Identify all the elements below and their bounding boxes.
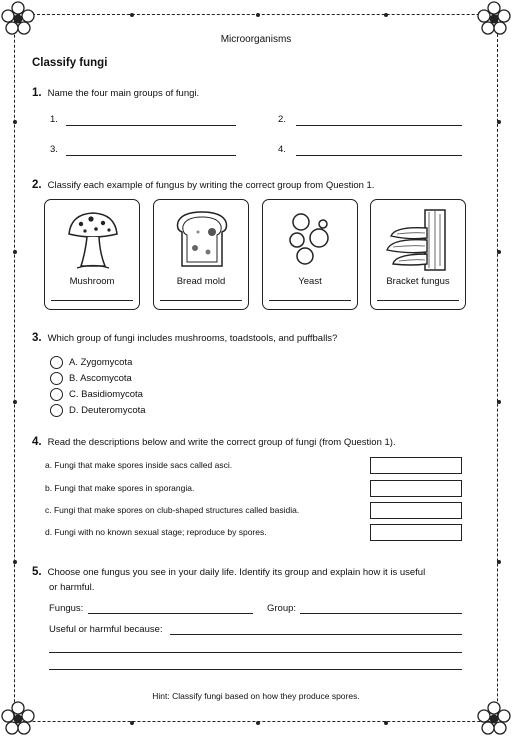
mushroom-icon xyxy=(65,208,121,272)
option-d[interactable] xyxy=(50,404,146,417)
card-bread-mold xyxy=(153,199,249,310)
bread-icon xyxy=(174,208,230,272)
option-label: C. Basidiomycota xyxy=(69,389,143,400)
question-text: Read the descriptions below and write the correct group of fungi (from Question 1). xyxy=(47,437,396,448)
answer-box[interactable] xyxy=(370,524,462,541)
answer-line[interactable] xyxy=(160,300,242,301)
option-c[interactable] xyxy=(50,388,143,401)
question-text: Choose one fungus you see in your daily life. Identify its group and explain how it is useful xyxy=(47,567,426,578)
blank-label: 1. xyxy=(50,114,58,125)
option-a[interactable] xyxy=(50,356,132,369)
card-label: Yeast xyxy=(298,276,322,287)
border-dot xyxy=(130,721,134,725)
answer-line[interactable] xyxy=(51,300,133,301)
reason-label: Useful or harmful because: xyxy=(49,624,163,635)
blank-label: 2. xyxy=(278,114,286,125)
blank-label: 3. xyxy=(50,144,58,155)
corner-flower-icon xyxy=(0,700,36,736)
border-dot xyxy=(497,120,501,124)
worksheet-header: Microorganisms xyxy=(220,34,292,45)
card-bracket-fungus xyxy=(370,199,466,310)
border-dot xyxy=(13,400,17,404)
card-label: Mushroom xyxy=(69,276,115,287)
fungus-label: Fungus: xyxy=(49,603,84,614)
fungus-answer-line[interactable] xyxy=(88,613,253,614)
card-mushroom xyxy=(44,199,140,310)
group-label: Group: xyxy=(267,603,297,614)
card-label: Bread mold xyxy=(176,276,226,287)
card-yeast xyxy=(262,199,358,310)
question-text: Which group of fungi includes mushrooms, toadstools, and puffballs? xyxy=(47,333,338,344)
answer-line[interactable] xyxy=(66,125,236,126)
yeast-cells-icon xyxy=(283,208,339,272)
question-2 xyxy=(32,179,374,191)
reason-answer-line[interactable] xyxy=(49,669,462,670)
group-answer-line[interactable] xyxy=(300,613,462,614)
border-dot xyxy=(384,13,388,17)
question-text: Name the four main groups of fungi. xyxy=(47,88,200,99)
answer-line[interactable] xyxy=(377,300,459,301)
question-number: 2. xyxy=(32,179,42,191)
question-4 xyxy=(32,436,396,448)
question-number: 5. xyxy=(32,566,42,578)
reason-answer-line[interactable] xyxy=(49,652,462,653)
question-text: Classify each example of fungus by writing the correct group from Question 1. xyxy=(47,180,375,191)
radio-circle[interactable] xyxy=(50,388,63,401)
option-label: D. Deuteromycota xyxy=(69,405,146,416)
hint-text: Hint: Classify fungi based on how they produce spores. xyxy=(152,691,360,701)
border-dot xyxy=(256,13,260,17)
option-label: A. Zygomycota xyxy=(69,357,133,368)
description-item: a. Fungi that make spores inside sacs called asci. xyxy=(45,460,233,470)
answer-box[interactable] xyxy=(370,502,462,519)
answer-line[interactable] xyxy=(66,155,236,156)
border-dot xyxy=(13,250,17,254)
bracket-fungus-icon xyxy=(385,208,449,272)
question-3 xyxy=(32,332,337,344)
corner-flower-icon xyxy=(0,0,36,36)
description-item: b. Fungi that make spores in sporangia. xyxy=(45,483,195,493)
border-dot xyxy=(13,120,17,124)
blank-label: 4. xyxy=(278,144,286,155)
question-number: 3. xyxy=(32,332,42,344)
answer-line[interactable] xyxy=(269,300,351,301)
description-item: c. Fungi that make spores on club-shaped structures called basidia. xyxy=(45,505,300,515)
border-dot xyxy=(497,560,501,564)
border-dot xyxy=(497,250,501,254)
question-number: 4. xyxy=(32,436,42,448)
answer-box[interactable] xyxy=(370,457,462,474)
question-number: 1. xyxy=(32,87,42,99)
radio-circle[interactable] xyxy=(50,356,63,369)
answer-line[interactable] xyxy=(296,155,462,156)
question-1 xyxy=(32,87,199,99)
radio-circle[interactable] xyxy=(50,404,63,417)
border-dot xyxy=(13,560,17,564)
option-label: B. Ascomycota xyxy=(69,373,132,384)
radio-circle[interactable] xyxy=(50,372,63,385)
border-dot xyxy=(130,13,134,17)
question-text-continued: or harmful. xyxy=(49,582,95,593)
border-dot xyxy=(256,721,260,725)
answer-box[interactable] xyxy=(370,480,462,497)
card-label: Bracket fungus xyxy=(386,276,450,287)
border-dot xyxy=(497,400,501,404)
page-title: Classify fungi xyxy=(32,57,108,69)
reason-answer-line[interactable] xyxy=(170,634,462,635)
description-item: d. Fungi with no known sexual stage; reproduce by spores. xyxy=(45,527,267,537)
question-5 xyxy=(32,566,425,578)
option-b[interactable] xyxy=(50,372,132,385)
answer-line[interactable] xyxy=(296,125,462,126)
corner-flower-icon xyxy=(476,0,512,36)
corner-flower-icon xyxy=(476,700,512,736)
border-dot xyxy=(384,721,388,725)
